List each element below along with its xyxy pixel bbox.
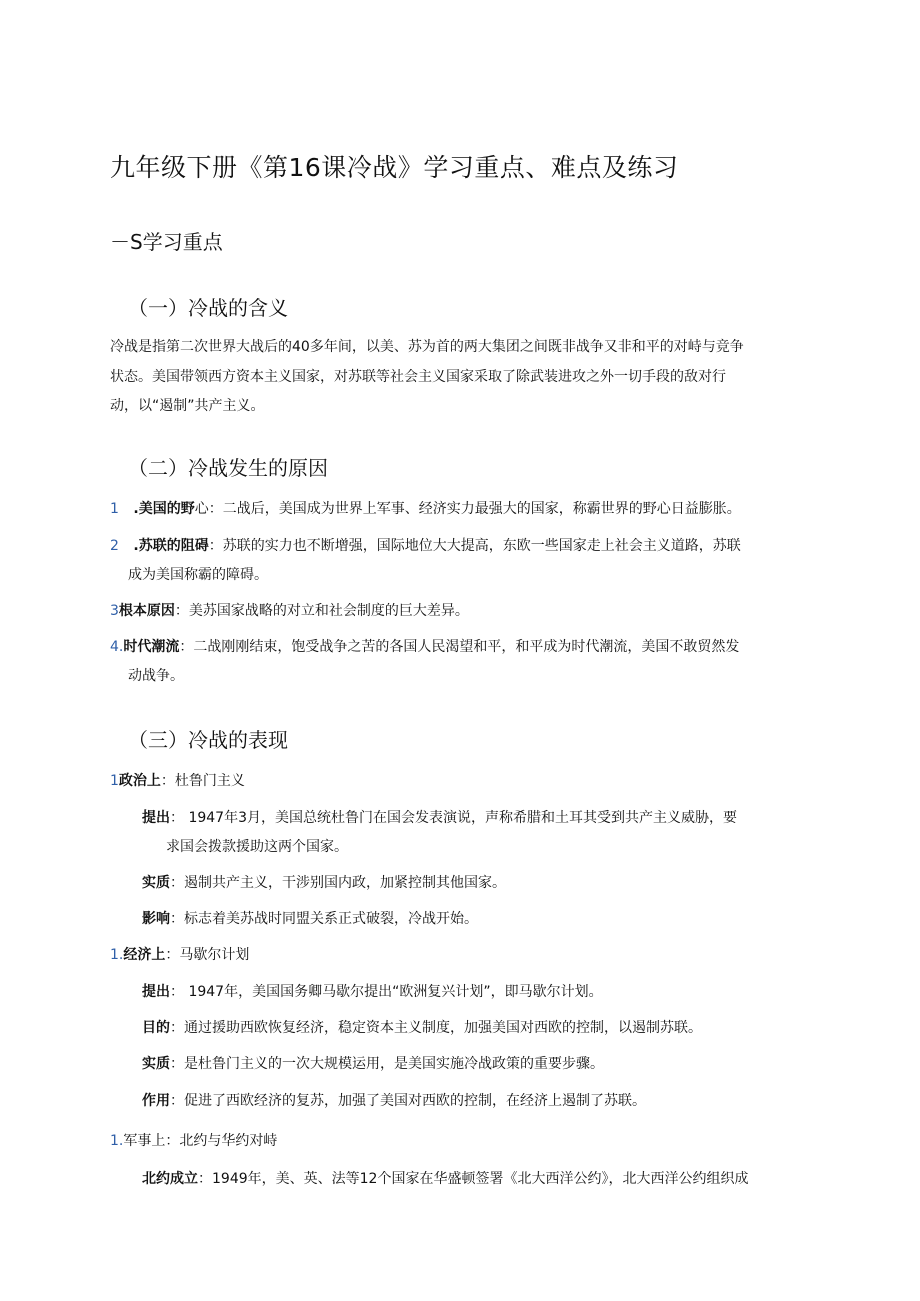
row-text: ：1949年，美、英、法等12个国家在华盛顿签署《北大西洋公约》，北大西洋公约组织成 (198, 1171, 749, 1187)
part1-line-1: 冷战是指第二次世界大战后的40多年间，以美、苏为首的两大集团之间既非战争又非和平的对峙与竞争 (110, 339, 744, 355)
cause-item-2-continuation: 成为美国称霸的障碍。 (128, 567, 268, 583)
economy-text: ：马歇尔计划 (165, 947, 250, 963)
politics-row-proposal (142, 808, 737, 828)
row-text: ：是杜鲁门主义的一次大规模运用，是美国实施冷战政策的重要步骤。 (170, 1056, 604, 1072)
row-text: ：通过援助西欧恢复经济，稳定资本主义制度，加强美国对西欧的控制，以遏制苏联。 (170, 1020, 702, 1036)
row-text: ：遏制共产主义，干涉别国内政，加紧控制其他国家。 (170, 875, 506, 891)
part2-heading: （二）冷战发生的原因 (128, 456, 328, 480)
cause-item-number: 2 (110, 538, 119, 554)
cause-item-4 (110, 637, 739, 657)
economy-row-purpose (142, 1018, 702, 1038)
economy-row-effect (142, 1091, 646, 1111)
row-label: 目的 (142, 1020, 170, 1036)
row-label: 提出 (142, 984, 170, 1000)
cause-item-label: 时代潮流 (123, 639, 180, 655)
page-title: 九年级下册《第16课冷战》学习重点、难点及练习 (110, 153, 679, 182)
cause-item-text: ：苏联的实力也不断增强，国际地位大大提高，东欧一些国家走上社会主义道路，苏联 (208, 538, 741, 554)
politics-heading (110, 771, 245, 791)
military-text: 军事上：北约与华约对峙 (123, 1133, 278, 1149)
cause-item-2 (110, 536, 741, 556)
cause-item-text: ：二战刚刚结束，饱受战争之苦的各国人民渴望和平，和平成为时代潮流，美国不敢贸然发 (179, 639, 740, 655)
row-text: ： 1947年3月，美国总统杜鲁门在国会发表演说，声称希腊和土耳其受到共产主义威胁，要 (170, 810, 737, 826)
politics-text: ：杜鲁门主义 (160, 773, 245, 789)
part1-line-2: 状态。美国带领西方资本主义国家，对苏联等社会主义国家采取了除武装进攻之外一切手段的敌对行 (110, 369, 726, 385)
economy-number: 1. (110, 947, 124, 963)
politics-number: 1 (110, 773, 119, 789)
cause-item-1 (110, 499, 741, 519)
row-text: ： 1947年，美国国务卿马歇尔提出“欧洲复兴计划”，即马歇尔计划。 (170, 984, 603, 1000)
row-label: 实质 (142, 1056, 170, 1072)
cause-item-number: 3 (110, 603, 119, 619)
cause-item-label: .苏联的阻碍 (133, 538, 209, 554)
row-label: 影响 (142, 911, 170, 927)
cause-item-4-continuation: 动战争。 (128, 668, 184, 684)
cause-item-text: ：美苏国家战略的对立和社会制度的巨大差异。 (174, 603, 469, 619)
row-text: ：标志着美苏战时同盟关系正式破裂，冷战开始。 (170, 911, 478, 927)
politics-row-impact (142, 909, 478, 929)
politics-row-proposal-continuation: 求国会拨款援助这两个国家。 (166, 839, 348, 855)
economy-heading (110, 945, 249, 965)
part3-heading: （三）冷战的表现 (128, 728, 288, 752)
section-heading-key-points: －S学习重点 (110, 230, 223, 254)
military-number: 1. (110, 1133, 124, 1149)
row-label: 北约成立 (142, 1171, 198, 1187)
cause-item-label: .美国的野 (133, 501, 195, 517)
economy-row-proposal (142, 982, 603, 1002)
row-label: 作用 (142, 1093, 170, 1109)
military-heading (110, 1131, 277, 1151)
cause-item-3 (110, 601, 469, 621)
politics-row-essence (142, 873, 506, 893)
economy-label: 经济上 (123, 947, 166, 963)
politics-label: 政治上 (118, 773, 161, 789)
part1-line-3: 动，以“遏制”共产主义。 (110, 398, 265, 414)
cause-item-text: 心：二战后，美国成为世界上军事、经济实力最强大的国家，称霸世界的野心日益膨胀。 (194, 501, 741, 517)
row-text: ：促进了西欧经济的复苏，加强了美国对西欧的控制，在经济上遏制了苏联。 (170, 1093, 646, 1109)
cause-item-number: 1 (110, 501, 119, 517)
row-label: 实质 (142, 875, 170, 891)
economy-row-essence (142, 1054, 604, 1074)
military-row-nato (142, 1169, 748, 1189)
row-label: 提出 (142, 810, 170, 826)
cause-item-label: 根本原因 (118, 603, 175, 619)
cause-item-number: 4. (110, 639, 124, 655)
part1-heading: （一）冷战的含义 (128, 296, 288, 320)
